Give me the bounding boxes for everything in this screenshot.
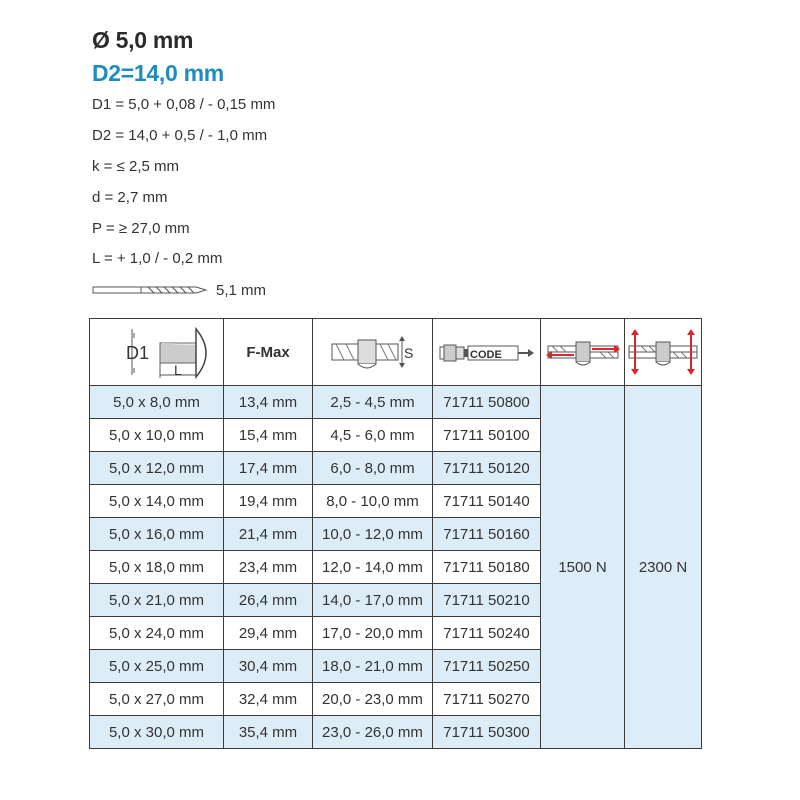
table-header-row	[90, 319, 702, 386]
header-fmax	[224, 319, 313, 386]
cell-size: 5,0 x 21,0 mm	[90, 584, 224, 617]
cell-grip: 12,0 - 14,0 mm	[313, 551, 433, 584]
cell-fmax: 13,4 mm	[224, 386, 313, 419]
cell-grip: 14,0 - 17,0 mm	[313, 584, 433, 617]
head-diameter-subtitle: D2=14,0 mm	[92, 60, 224, 86]
cell-code: 71711 50800	[433, 386, 541, 419]
cell-fmax: 26,4 mm	[224, 584, 313, 617]
cell-code: 71711 50180	[433, 551, 541, 584]
drill-bit-icon	[92, 283, 210, 297]
cell-shear-force: 1500 N	[541, 386, 625, 749]
cell-grip: 20,0 - 23,0 mm	[313, 683, 433, 716]
cell-code: 71711 50120	[433, 452, 541, 485]
cell-size: 5,0 x 16,0 mm	[90, 518, 224, 551]
cell-code: 71711 50160	[433, 518, 541, 551]
rivet-spec-table	[89, 318, 702, 749]
cell-size: 5,0 x 27,0 mm	[90, 683, 224, 716]
rivet-code-icon	[438, 337, 536, 367]
cell-size: 5,0 x 8,0 mm	[90, 386, 224, 419]
drill-size	[92, 281, 272, 301]
cell-fmax: 21,4 mm	[224, 518, 313, 551]
cell-grip: 17,0 - 20,0 mm	[313, 617, 433, 650]
cell-fmax: 15,4 mm	[224, 419, 313, 452]
cell-size: 5,0 x 12,0 mm	[90, 452, 224, 485]
cell-size: 5,0 x 14,0 mm	[90, 485, 224, 518]
cell-code: 71711 50270	[433, 683, 541, 716]
cell-fmax: 19,4 mm	[224, 485, 313, 518]
spec-k: k = ≤ 2,5 mm	[92, 158, 180, 175]
label-s: S	[403, 345, 413, 361]
header-code	[433, 319, 541, 386]
tensile-force-icon	[627, 326, 699, 378]
cell-fmax: 35,4 mm	[224, 716, 313, 749]
cell-grip: 4,5 - 6,0 mm	[313, 419, 433, 452]
cell-grip: 18,0 - 21,0 mm	[313, 650, 433, 683]
label-l: L	[173, 362, 182, 378]
label-code: CODE	[469, 349, 502, 361]
cell-code: 71711 50140	[433, 485, 541, 518]
cell-size: 5,0 x 10,0 mm	[90, 419, 224, 452]
cell-fmax: 32,4 mm	[224, 683, 313, 716]
header-tensile	[625, 319, 702, 386]
cell-code: 71711 50100	[433, 419, 541, 452]
shear-force-icon	[544, 335, 622, 369]
cell-fmax: 30,4 mm	[224, 650, 313, 683]
spec-p: P = ≥ 27,0 mm	[92, 220, 190, 237]
cell-tensile-force: 2300 N	[625, 386, 702, 749]
header-shear	[541, 319, 625, 386]
fmax-label: F-Max	[246, 343, 290, 361]
header-dimension	[90, 319, 224, 386]
rivet-dimension-icon	[102, 323, 212, 381]
cell-fmax: 23,4 mm	[224, 551, 313, 584]
spec-l: L = + 1,0 / - 0,2 mm	[92, 250, 223, 267]
cell-size: 5,0 x 24,0 mm	[90, 617, 224, 650]
cell-size: 5,0 x 25,0 mm	[90, 650, 224, 683]
cell-grip: 6,0 - 8,0 mm	[313, 452, 433, 485]
grip-range-icon	[330, 332, 416, 372]
spec-d1: D1 = 5,0 + 0,08 / - 0,15 mm	[92, 96, 276, 113]
drill-size-value: 5,1 mm	[216, 282, 267, 299]
spec-d2: D2 = 14,0 + 0,5 / - 1,0 mm	[92, 127, 268, 144]
cell-code: 71711 50250	[433, 650, 541, 683]
table-row	[90, 386, 702, 419]
cell-grip: 8,0 - 10,0 mm	[313, 485, 433, 518]
cell-size: 5,0 x 30,0 mm	[90, 716, 224, 749]
spec-d: d = 2,7 mm	[92, 189, 168, 206]
cell-size: 5,0 x 18,0 mm	[90, 551, 224, 584]
cell-code: 71711 50240	[433, 617, 541, 650]
cell-code: 71711 50300	[433, 716, 541, 749]
cell-fmax: 29,4 mm	[224, 617, 313, 650]
cell-grip: 2,5 - 4,5 mm	[313, 386, 433, 419]
cell-grip: 23,0 - 26,0 mm	[313, 716, 433, 749]
label-d1: D1	[125, 343, 149, 363]
cell-fmax: 17,4 mm	[224, 452, 313, 485]
cell-grip: 10,0 - 12,0 mm	[313, 518, 433, 551]
cell-code: 71711 50210	[433, 584, 541, 617]
header-grip	[313, 319, 433, 386]
rivet-diameter-title: Ø 5,0 mm	[92, 27, 194, 53]
